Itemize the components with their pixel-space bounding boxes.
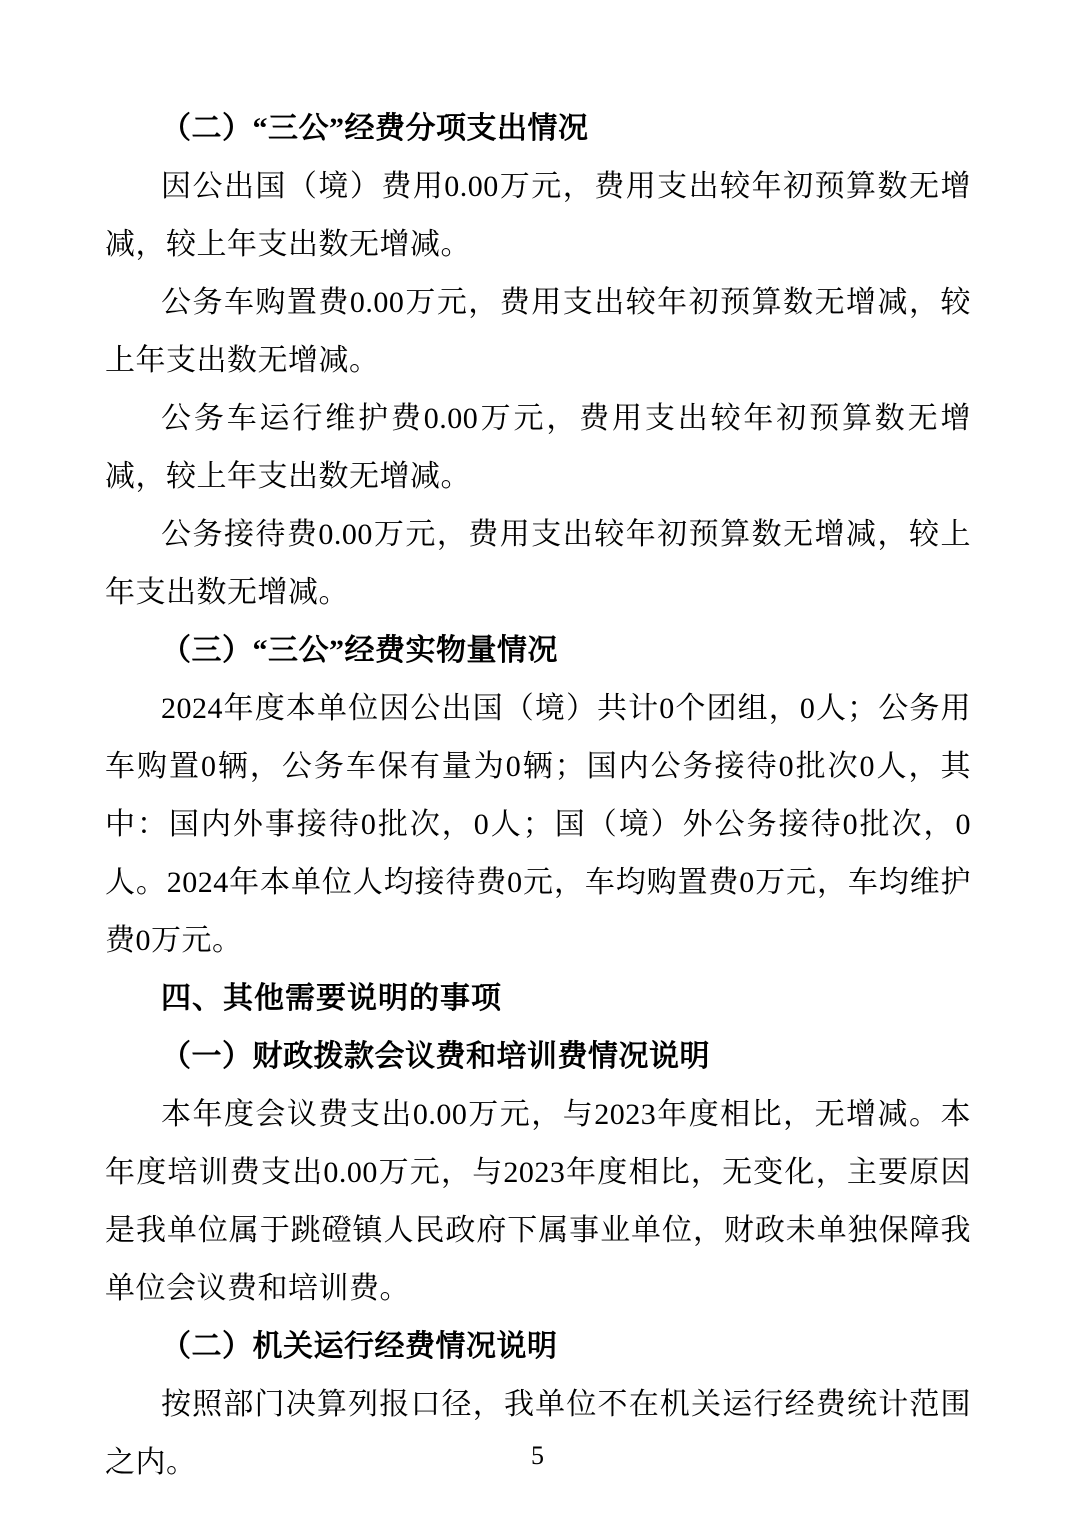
paragraph-meeting-training-fees-details: 本年度会议费支出0.00万元，与2023年度相比，无增减。本年度培训费支出0.00万元，与2023年度相比，无变化，主要原因是我单位属于跳磴镇人民政府下属事业单位，财政未单独保障我单位会议费和培训费。 — [105, 1098, 971, 1305]
paragraph-official-reception-expense: 公务接待费0.00万元，费用支出较年初预算数无增减，较上年支出数无增减。 — [105, 518, 971, 609]
subsection-heading-three-public-itemized-expenditure: （二）“三公”经费分项支出情况 — [161, 112, 589, 145]
paragraph-agency-operating-expense-details: 按照部门决算列报口径，我单位不在机关运行经费统计范围之内。 — [105, 1388, 971, 1479]
paragraph-official-vehicle-purchase-expense: 公务车购置费0.00万元，费用支出较年初预算数无增减，较上年支出数无增减。 — [105, 286, 971, 377]
paragraph-physical-quantity-details: 2024年度本单位因公出国（境）共计0个团组，0人；公务用车购置0辆，公务车保有量为0辆；国内公务接待0批次0人，其中：国内外事接待0批次，0人；国（境）外公务接待0批次，0人。2024年本单位人均接待费0元，车均购置费0万元，车均维护费0万元。 — [105, 692, 971, 957]
subsection-heading-agency-operating-expense: （二）机关运行经费情况说明 — [161, 1330, 558, 1363]
page-number: 5 — [531, 1441, 544, 1470]
paragraph-official-vehicle-maintenance-expense: 公务车运行维护费0.00万元，费用支出较年初预算数无增减，较上年支出数无增减。 — [105, 402, 971, 493]
subsection-heading-three-public-physical-quantity: （三）“三公”经费实物量情况 — [161, 634, 558, 667]
section-heading-other-matters: 四、其他需要说明的事项 — [161, 982, 502, 1015]
paragraph-overseas-travel-expense: 因公出国（境）费用0.00万元，费用支出较年初预算数无增减，较上年支出数无增减。 — [105, 170, 971, 261]
page-footer — [0, 1436, 1075, 1476]
document-body — [105, 100, 971, 1492]
subsection-heading-meeting-training-fees: （一）财政拨款会议费和培训费情况说明 — [161, 1040, 710, 1073]
